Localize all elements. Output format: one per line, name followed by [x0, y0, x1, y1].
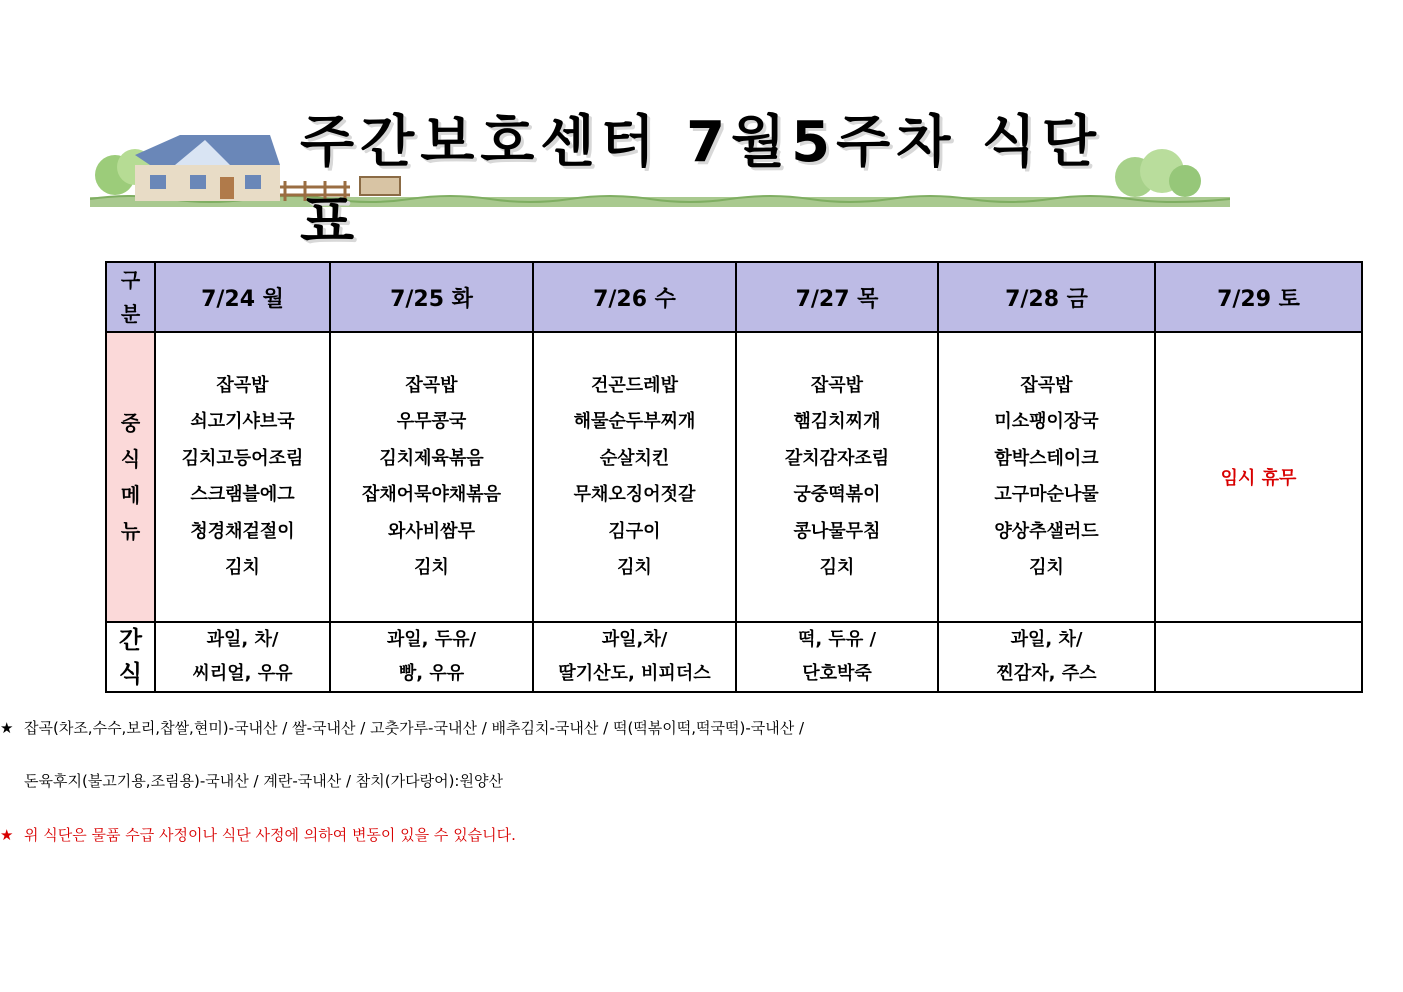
- lunch-label: 중 식 메 뉴: [106, 332, 155, 622]
- change-notice: ★ 위 식단은 물품 수급 사정이나 식단 사정에 의하여 변동이 있을 수 있습니다.: [0, 826, 516, 844]
- day-header-tue: 7/25 화: [330, 262, 533, 332]
- lunch-menu-wed: 건곤드레밥 해물순두부찌개 순살치킨 무채오징어젓갈 김구이 김치: [533, 332, 736, 622]
- lunch-menu-thu: 잡곡밥 햄김치찌개 갈치감자조림 궁중떡볶이 콩나물무침 김치: [736, 332, 938, 622]
- lunch-menu-sat: [1155, 332, 1362, 622]
- snack-mon: 과일, 차/ 씨리얼, 우유: [155, 622, 330, 692]
- day-header-sat: 7/29 토: [1155, 262, 1362, 332]
- snack-row: [106, 622, 1362, 692]
- meal-plan-table: [105, 261, 1363, 693]
- day-header-mon: 7/24 월: [155, 262, 330, 332]
- lunch-menu-tue: 잡곡밥 우무콩국 김치제육볶음 잡채어묵야채볶음 와사비쌈무 김치: [330, 332, 533, 622]
- snack-tue: 과일, 두유/ 빵, 우유: [330, 622, 533, 692]
- holiday-text: 임시 휴무: [1220, 468, 1297, 489]
- origin-line-2: 돈육후지(불고기용,조림용)-국내산 / 계란-국내산 / 참치(가다랑어):원양산: [24, 772, 503, 790]
- day-header-wed: 7/26 수: [533, 262, 736, 332]
- day-header-thu: 7/27 목: [736, 262, 938, 332]
- snack-label: 간 식: [106, 622, 155, 692]
- lunch-row: [106, 332, 1362, 622]
- header-row: [106, 262, 1362, 332]
- lunch-menu-mon: 잡곡밥 쇠고기샤브국 김치고등어조림 스크램블에그 청경채겉절이 김치: [155, 332, 330, 622]
- lunch-menu-fri: 잡곡밥 미소팽이장국 함박스테이크 고구마순나물 양상추샐러드 김치: [938, 332, 1155, 622]
- category-header: 구 분: [106, 262, 155, 332]
- snack-thu: 떡, 두유 / 단호박죽: [736, 622, 938, 692]
- star-icon: ★: [0, 826, 14, 844]
- snack-sat: [1155, 622, 1362, 692]
- origin-line-1: ★ 잡곡(차조,수수,보리,찹쌀,현미)-국내산 / 쌀-국내산 / 고춧가루-국내산 / 배추김치-국내산 / 떡(떡볶이떡,떡국떡)-국내산 /: [0, 715, 804, 741]
- snack-wed: 과일,차/ 딸기산도, 비피더스: [533, 622, 736, 692]
- origin-notes: [0, 715, 804, 741]
- page-title: 주간보호센터 7월5주차 식단표: [300, 110, 1102, 255]
- day-header-fri: 7/28 금: [938, 262, 1155, 332]
- star-icon: ★: [0, 719, 14, 737]
- snack-fri: 과일, 차/ 찐감자, 주스: [938, 622, 1155, 692]
